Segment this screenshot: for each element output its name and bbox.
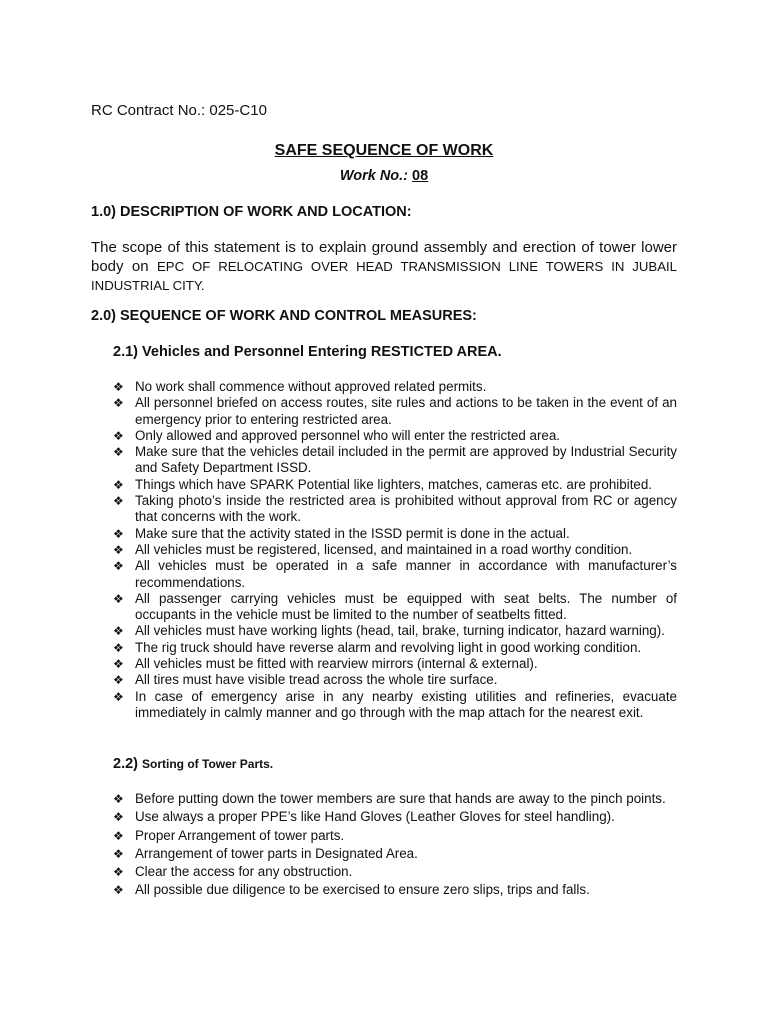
list-item-text: No work shall commence without approved related permits.: [135, 379, 487, 394]
subsection-2-2-heading: [113, 756, 273, 772]
diamond-bullet-icon: ❖: [113, 559, 124, 574]
list-item: [113, 672, 677, 688]
contract-number: RC Contract No.: 025-C10: [91, 102, 267, 119]
diamond-bullet-icon: ❖: [113, 591, 124, 606]
diamond-bullet-icon: ❖: [113, 494, 124, 509]
list-item: [113, 623, 677, 639]
section-1-body-text: The scope of this statement is to explain ground assembly and erection of tower lower body on: [91, 239, 677, 275]
list-item: [113, 395, 677, 428]
list-item-text: All possible due diligence to be exercised to ensure zero slips, trips and falls.: [135, 882, 590, 898]
subsection-2-2-list: [113, 791, 677, 901]
diamond-bullet-icon: ❖: [113, 640, 124, 655]
list-item: [113, 428, 677, 444]
diamond-bullet-icon: ❖: [113, 526, 124, 541]
section-1-heading: 1.0) DESCRIPTION OF WORK AND LOCATION:: [91, 204, 412, 220]
list-item: [113, 846, 677, 862]
list-item: [113, 809, 677, 825]
diamond-bullet-icon: ❖: [113, 477, 124, 492]
diamond-bullet-icon: ❖: [113, 865, 124, 880]
list-item: [113, 791, 677, 807]
list-item-text: All tires must have visible tread across the whole tire surface.: [135, 672, 498, 688]
list-item-text: All vehicles must be operated in a safe manner in accordance with manufacturer’s recommendations.: [135, 558, 677, 590]
diamond-bullet-icon: ❖: [113, 380, 124, 394]
diamond-bullet-icon: ❖: [113, 792, 124, 806]
list-item: [113, 689, 677, 722]
section-1-project-name: EPC OF RELOCATING OVER HEAD TRANSMISSION LINE TOWERS IN JUBAIL INDUSTRIAL CITY.: [91, 259, 678, 293]
list-item-text: Only allowed and approved personnel who will enter the restricted area.: [135, 427, 561, 443]
list-item-text: All vehicles must have working lights (head, tail, brake, turning indicator, hazard warning).: [135, 623, 665, 639]
list-item-text: The rig truck should have reverse alarm and revolving light in good working condition.: [135, 639, 642, 655]
work-number-value: 08: [412, 168, 429, 184]
list-item: [113, 379, 677, 395]
diamond-bullet-icon: ❖: [113, 624, 124, 639]
list-item-text: Arrangement of tower parts in Designated Area.: [135, 845, 418, 861]
diamond-bullet-icon: ❖: [113, 810, 124, 825]
list-item-text: All vehicles must be fitted with rearview mirrors (internal & external).: [135, 656, 538, 672]
work-number-label: Work No.:: [339, 168, 413, 184]
diamond-bullet-icon: ❖: [113, 846, 124, 861]
list-item: [113, 526, 677, 542]
list-item-text: Proper Arrangement of tower parts.: [135, 827, 345, 843]
diamond-bullet-icon: ❖: [113, 542, 124, 557]
diamond-bullet-icon: ❖: [113, 657, 124, 672]
list-item-text: All personnel briefed on access routes, site rules and actions to be taken in the event of an emergency prior to entering restricted area.: [135, 395, 677, 427]
subsection-2-2-title: Sorting of Tower Parts.: [142, 757, 274, 771]
document-title: SAFE SEQUENCE OF WORK: [274, 142, 494, 159]
diamond-bullet-icon: ❖: [113, 428, 124, 443]
list-item: [113, 656, 677, 672]
list-item: [113, 558, 677, 591]
diamond-bullet-icon: ❖: [113, 445, 124, 460]
list-item: [113, 444, 677, 477]
list-item-text: Before putting down the tower members are sure that hands are away to the pinch points.: [135, 791, 666, 806]
list-item: [113, 542, 677, 558]
list-item: [113, 477, 677, 493]
list-item: [113, 493, 677, 526]
list-item-text: All passenger carrying vehicles must be equipped with seat belts. The number of occupants in the vehicle must be limited to the number of seatbelts fitted.: [135, 590, 677, 623]
list-item: [113, 882, 677, 898]
subsection-2-1-heading: 2.1) Vehicles and Personnel Entering RESTICTED AREA.: [113, 344, 502, 360]
section-2-heading: 2.0) SEQUENCE OF WORK AND CONTROL MEASURES:: [91, 308, 477, 324]
list-item-text: Make sure that the vehicles detail included in the permit are approved by Industrial Security and Safety Department ISSD.: [135, 444, 677, 476]
list-item-text: Use always a proper PPE’s like Hand Gloves (Leather Gloves for steel handling).: [135, 809, 615, 825]
work-number: [0, 168, 768, 184]
diamond-bullet-icon: ❖: [113, 689, 124, 704]
section-1-body: [91, 238, 677, 295]
list-item-text: All vehicles must be registered, licensed, and maintained in a road worthy condition.: [135, 541, 633, 557]
list-item: [113, 591, 677, 624]
diamond-bullet-icon: ❖: [113, 828, 124, 843]
list-item: [113, 828, 677, 844]
diamond-bullet-icon: ❖: [113, 883, 124, 898]
list-item-text: Make sure that the activity stated in the ISSD permit is done in the actual.: [135, 525, 570, 541]
list-item: [113, 864, 677, 880]
list-item-text: Things which have SPARK Potential like lighters, matches, cameras etc. are prohibited.: [135, 476, 653, 492]
list-item: [113, 640, 677, 656]
list-item-text: Clear the access for any obstruction.: [135, 864, 353, 880]
diamond-bullet-icon: ❖: [113, 673, 124, 688]
list-item-text: Taking photo’s inside the restricted area is prohibited without approval from RC or agency that concerns with the work.: [135, 493, 677, 525]
subsection-2-1-list: [113, 379, 677, 721]
diamond-bullet-icon: ❖: [113, 396, 124, 411]
subsection-2-2-number: 2.2): [113, 756, 143, 772]
list-item-text: In case of emergency arise in any nearby existing utilities and refineries, evacuate immediately in calmly manner and go through with the map attach for the nearest exit.: [135, 688, 677, 720]
